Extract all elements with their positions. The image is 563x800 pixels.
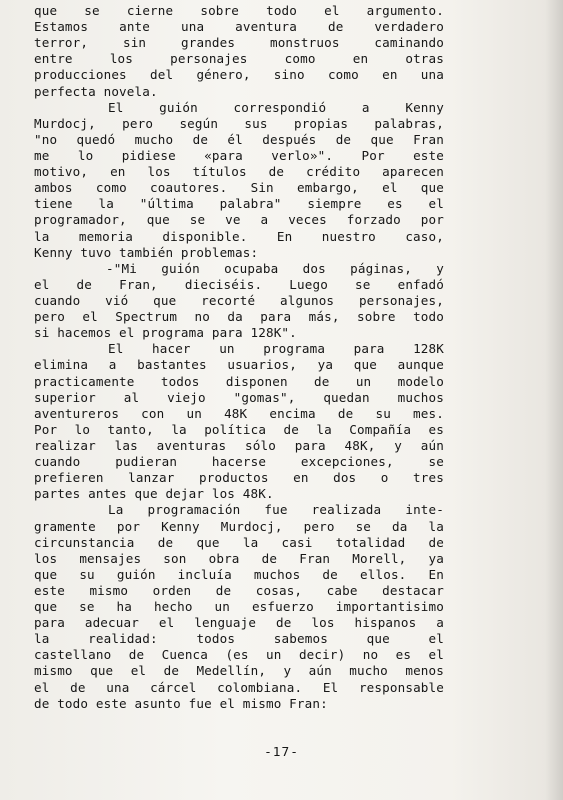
text-line: ambos como coautores. Sin embargo, el que	[34, 180, 444, 196]
body-text	[34, 3, 444, 712]
text-line: realizar las aventuras sólo para 48K, y aún	[34, 437, 444, 453]
text-line: producciones del género, sino como en una	[34, 67, 444, 83]
text-line: la memoria disponible. En nuestro caso,	[34, 228, 444, 244]
paragraph-first-line: El guión correspondió a Kenny	[108, 99, 444, 115]
text-line: superior al viejo "gomas", quedan muchos	[34, 389, 444, 405]
text-line: programador, que se ve a veces forzado por	[34, 212, 444, 228]
text-line: cuando pudieran hacerse excepciones, se	[34, 454, 444, 470]
text-line: gramente por Kenny Murdocj, pero se da la	[34, 518, 444, 534]
page-number: -17-	[264, 745, 299, 760]
text-line: los mensajes son obra de Fran Morell, ya	[34, 550, 444, 566]
text-line: si hacemos el programa para 128K".	[34, 325, 297, 341]
paragraph-first-line: El hacer un programa para 128K	[108, 341, 444, 357]
text-line: partes antes que dejar los 48K.	[34, 486, 274, 502]
text-line: Por lo tanto, la política de la Compañía es	[34, 421, 444, 437]
text-line: me lo pidiese «para verlo»". Por este	[34, 147, 444, 163]
text-line: Kenny tuvo también problemas:	[34, 244, 259, 260]
text-line: de todo este asunto fue el mismo Fran:	[34, 695, 328, 711]
text-line: el de Fran, dieciséis. Luego se enfadó	[34, 276, 444, 292]
text-line: este mismo orden de cosas, cabe destacar	[34, 582, 444, 598]
text-line: practicamente todos disponen de un modelo	[34, 373, 444, 389]
text-line: perfecta novela.	[34, 83, 158, 99]
page-edge-shadow	[545, 0, 563, 800]
paragraph-first-line: La programación fue realizada inte-	[108, 502, 444, 518]
text-line: mismo que el de Medellín, y aún mucho menos	[34, 663, 444, 679]
text-line: Murdocj, pero según sus propias palabras,	[34, 115, 444, 131]
text-line: elimina a bastantes usuarios, ya que aunque	[34, 357, 444, 373]
text-line: castellano de Cuenca (es un decir) no es el	[34, 647, 444, 663]
text-line: para adecuar el lenguaje de los hispanos a	[34, 615, 444, 631]
text-line: terror, sin grandes monstruos caminando	[34, 35, 444, 51]
text-line: circunstancia de que la casi totalidad de	[34, 534, 444, 550]
quote-first-line: -"Mi guión ocupaba dos páginas, y	[106, 260, 444, 276]
text-line: pero el Spectrum no da para más, sobre todo	[34, 309, 444, 325]
text-line: que se cierne sobre todo el argumento.	[34, 3, 444, 18]
text-line: prefieren lanzar productos en dos o tres	[34, 470, 444, 486]
text-line: Estamos ante una aventura de verdadero	[34, 19, 444, 35]
text-line: aventureros con un 48K encima de su mes.	[34, 405, 444, 421]
text-line: que se ha hecho un esfuerzo importantisimo	[34, 599, 444, 615]
text-line: tiene la "última palabra" siempre es el	[34, 196, 444, 212]
text-line: "no quedó mucho de él después de que Fran	[34, 131, 444, 147]
text-line: la realidad: todos sabemos que el	[34, 631, 444, 647]
text-line: entre los personajes como en otras	[34, 51, 444, 67]
text-line: el de una cárcel colombiana. El responsable	[34, 679, 444, 695]
text-line: que su guión incluía muchos de ellos. En	[34, 566, 444, 582]
text-line: motivo, en los títulos de crédito aparecen	[34, 164, 444, 180]
text-line: cuando vió que recorté algunos personajes,	[34, 292, 444, 308]
